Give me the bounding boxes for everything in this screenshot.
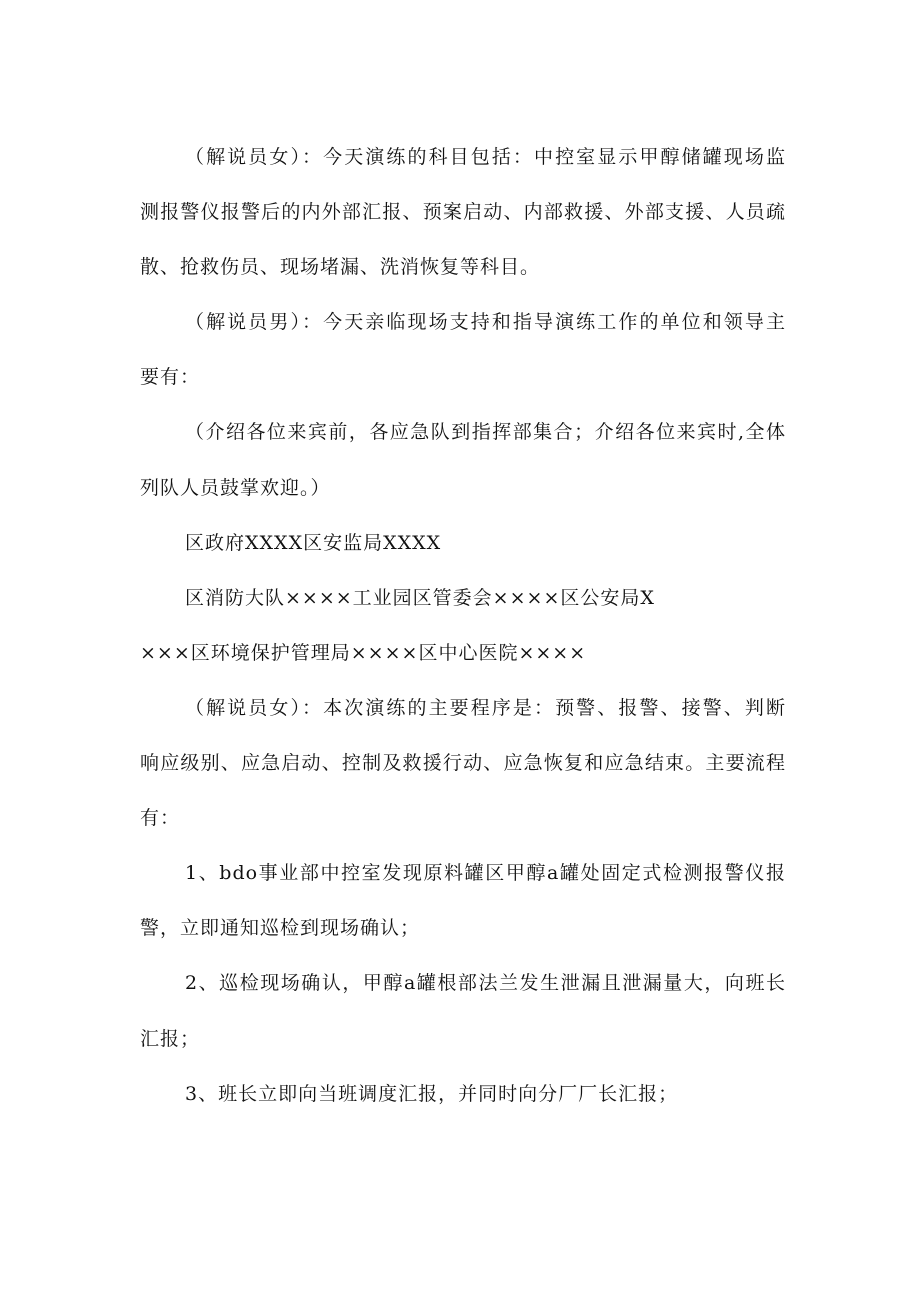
document-body <box>140 130 786 1122</box>
text-line: 散、抢救伤员、现场堵漏、洗消恢复等科目。 <box>140 256 541 279</box>
paragraph <box>140 405 786 515</box>
text-line: 2、巡检现场确认，甲醇a罐根部法兰发生泄漏且泄漏量大，向班长 <box>185 972 786 995</box>
text-line: （解说员女）：本次演练的主要程序是：预警、报警、接警、判断 <box>185 696 786 719</box>
text-line: 有： <box>140 807 181 830</box>
text-line: 1、bdo事业部中控室发现原料罐区甲醇a罐处固定式检测报警仪报 <box>185 862 786 885</box>
paragraph <box>140 516 786 571</box>
paragraph <box>140 1067 786 1122</box>
paragraph <box>140 130 786 295</box>
text-line: 要有： <box>140 366 201 389</box>
text-line: 列队人员鼓掌欢迎。） <box>140 476 331 499</box>
text-line: （介绍各位来宾前，各应急队到指挥部集合；介绍各位来宾时,全体 <box>185 421 786 444</box>
text-line: 区政府XXXX区安监局XXXX <box>185 531 442 554</box>
text-line: 警，立即通知巡检到现场确认； <box>140 917 421 940</box>
text-line: 响应级别、应急启动、控制及救援行动、应急恢复和应急结束。主要流程 <box>140 752 786 775</box>
text-line: 汇报； <box>140 1027 201 1050</box>
paragraph <box>140 846 786 956</box>
paragraph <box>140 681 786 846</box>
text-line: ×××区环境保护管理局××××区中心医院×××× <box>140 641 587 664</box>
text-line: （解说员男）：今天亲临现场支持和指导演练工作的单位和领导主 <box>185 311 786 334</box>
text-line: （解说员女）：今天演练的科目包括：中控室显示甲醇储罐现场监 <box>185 146 786 168</box>
paragraph <box>140 571 786 626</box>
paragraph <box>140 626 786 681</box>
paragraph <box>140 295 786 405</box>
text-line: 测报警仪报警后的内外部汇报、预案启动、内部救援、外部支援、人员疏 <box>140 201 786 224</box>
text-line: 3、班长立即向当班调度汇报，并同时向分厂厂长汇报； <box>185 1082 679 1105</box>
paragraph <box>140 956 786 1066</box>
text-line: 区消防大队××××工业园区管委会××××区公安局X <box>185 586 655 609</box>
